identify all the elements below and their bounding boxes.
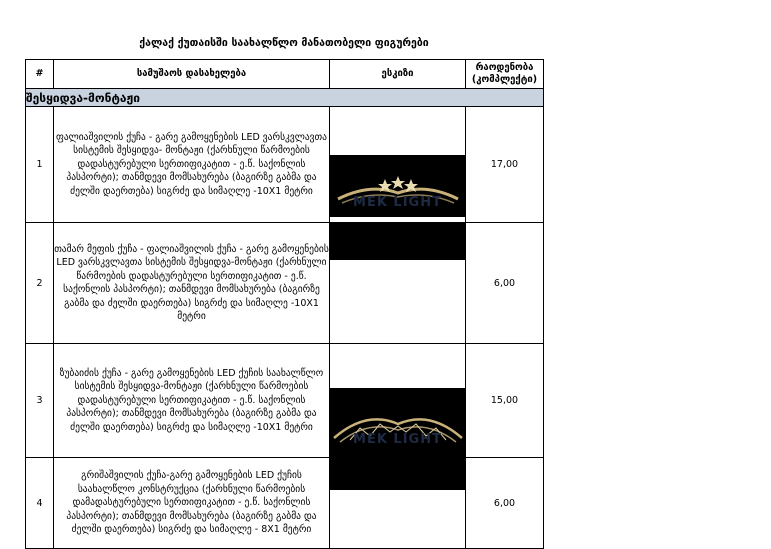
sketch-image [330,458,465,490]
header-num: # [26,60,54,89]
sketch-watermark: MEK LIGHT [353,195,442,210]
sketch-image [330,223,465,260]
row-description: ფალიაშვილის ქუჩა - გარე გამოყენების LED ვარსკვლავთა სისტემის შესყიდვა- მონტაჟი (ქარხნული წარმოების დადასტურებული სერთიფიკატით - ე.წ. საქონლის პასპორტი); თანმდევი მომსახურება (ბაგირზე გაბმა და ძელში დაერთება) სიგრძე და სიმაღლე -10X1 მეტრი [54,107,330,223]
row-number: 3 [26,344,54,458]
section-row [26,89,544,107]
row-description: თამარ მეფის ქუჩა - ფალიაშვილის ქუჩა - გარე გამოყენების LED ვარსკვლავთა სისტემის შესყიდვა-მონტაჟი (ქარხნული წარმოების დადასტურებული სერთიფიკატით - ე.წ. საქონლის პასპორტი); თანმდევი მომსახურება (ბაგირზე გაბმა და ძელში დაერთება) სიგრძე და სიმაღლე -10X1 მეტრი [54,223,330,344]
row-quantity: 17,00 [466,107,544,223]
sketch-image [330,155,465,217]
header-name: სამუშაოს დასახელება [54,60,330,89]
row-quantity: 15,00 [466,344,544,458]
sketch-image [330,388,465,457]
header-row [26,60,544,89]
table-row [26,107,544,223]
row-number: 1 [26,107,54,223]
table-row [26,344,544,458]
row-quantity: 6,00 [466,458,544,549]
row-description: ზუბაიძის ქუჩა - გარე გამოყენების LED ქუჩის საახალწლო სისტემის შესყიდვა-მონტაჟი (ქარხნული წარმოების დადასტურებული სერთიფიკატით - ე.წ. საქონლის პასპორტი); თანმდევი მომსახურება (ბაგირზე გაბმა და ძელში დაერთება) სიგრძე და სიმაღლე -10X1 მეტრი [54,344,330,458]
section-title: შესყიდვა-მონტაჟი [26,89,544,107]
header-quantity: რაოდენობა (კომპლექტი) [466,60,544,89]
row-quantity: 6,00 [466,223,544,344]
document-title: ქალაქ ქუთაისში საახალწლო მანათობელი ფიგურები [139,37,429,49]
sketch-cell [330,344,466,458]
header-sketch: ესკიზი [330,60,466,89]
table-row [26,458,544,549]
sketch-watermark: MEK LIGHT [353,432,442,447]
row-number: 4 [26,458,54,549]
items-table [25,59,544,549]
table-row [26,223,544,344]
sketch-cell [330,107,466,223]
sketch-cell [330,458,466,549]
row-description: გრიშაშვილის ქუჩა-გარე გამოყენების LED ქუჩის საახალწლო კონსტრუქცია (ქარხნული წარმოების დამადასტურებული სერთიფიკატით - ე.წ. საქონლის პასპორტი); თანმდევი მომსახურება (ბაგირზე გაბმა და ძელში დაერთება) სიგრძე და სიმაღლე - 8X1 მეტრი [54,458,330,549]
row-number: 2 [26,223,54,344]
sketch-cell [330,223,466,344]
